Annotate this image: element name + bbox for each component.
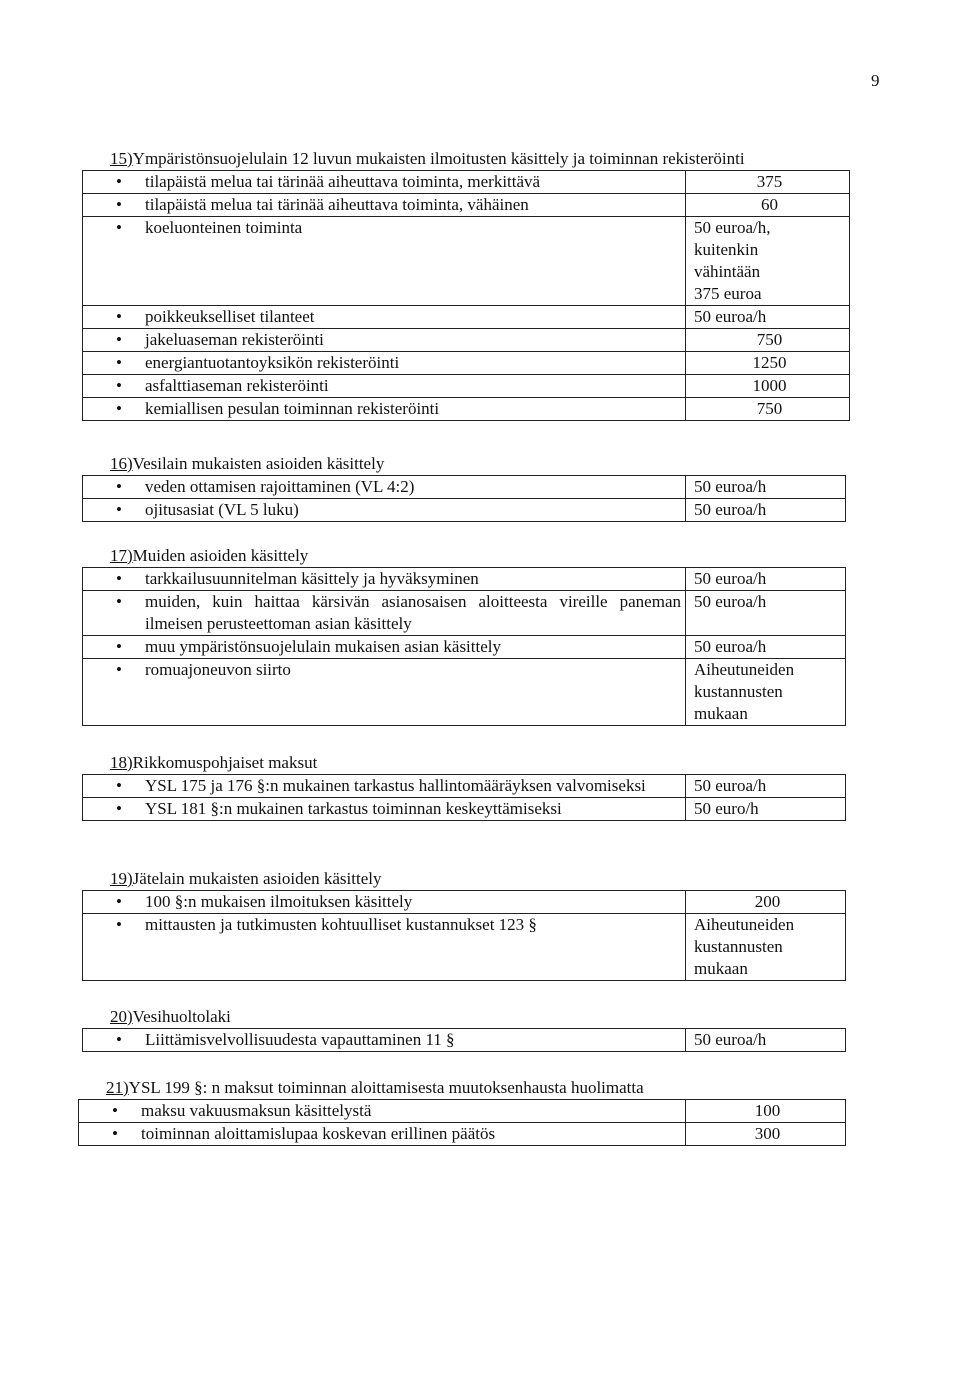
table-row [83, 306, 850, 329]
fee-label: • toiminnan aloittamislupaa koskevan erillinen päätös [79, 1123, 686, 1146]
fee-value [686, 217, 850, 306]
table-row [83, 798, 846, 821]
fee-label: • tilapäistä melua tai tärinää aiheuttava toiminta, vähäinen [83, 194, 686, 217]
section-heading [110, 752, 846, 774]
fee-label: • koeluonteinen toiminta [83, 217, 686, 306]
page-number: 9 [871, 71, 880, 90]
fee-table [78, 1099, 846, 1146]
section-21 [78, 1077, 846, 1146]
fee-label: • poikkeukselliset tilanteet [83, 306, 686, 329]
fee-value: 100 [686, 1100, 846, 1123]
table-row [83, 914, 846, 981]
fee-label: • asfalttiaseman rekisteröinti [83, 375, 686, 398]
fee-label: • veden ottamisen rajoittaminen (VL 4:2) [83, 476, 686, 499]
section-number: 20) [110, 1007, 133, 1026]
fee-value: 1000 [686, 375, 850, 398]
fee-label: • muu ympäristönsuojelulain mukaisen asian käsittely [83, 636, 686, 659]
section-15 [82, 148, 850, 421]
section-number: 17) [110, 546, 133, 565]
fee-value-line: kustannusten [694, 937, 783, 956]
fee-table [82, 890, 846, 981]
section-17 [82, 545, 846, 726]
fee-label: • tilapäistä melua tai tärinää aiheuttava toiminta, merkittävä [83, 171, 686, 194]
table-row [83, 636, 846, 659]
fee-value: 50 euroa/h [686, 499, 846, 522]
table-row [83, 476, 846, 499]
section-20 [82, 1006, 846, 1052]
fee-label: • YSL 175 ja 176 §:n mukainen tarkastus hallintomääräyksen valvomiseksi [83, 775, 686, 798]
section-heading [110, 453, 846, 475]
table-row [83, 1029, 846, 1052]
fee-value-line: Aiheutuneiden [694, 660, 795, 679]
fee-value-line: kuitenkin [694, 240, 759, 259]
fee-value: 375 [686, 171, 850, 194]
fee-value: 60 [686, 194, 850, 217]
section-title: Jätelain mukaisten asioiden käsittely [132, 869, 382, 888]
table-row [83, 499, 846, 522]
fee-value-line: Aiheutuneiden [694, 915, 795, 934]
fee-label: • 100 §:n mukaisen ilmoituksen käsittely [83, 891, 686, 914]
fee-value-line: 50 euroa/h, [694, 218, 771, 237]
fee-value: 50 euroa/h [686, 1029, 846, 1052]
fee-value-line: 375 euroa [694, 284, 762, 303]
section-heading [110, 868, 846, 890]
table-row [83, 375, 850, 398]
fee-value: 50 euroa/h [686, 775, 846, 798]
fee-table [82, 567, 846, 726]
fee-value: 50 euroa/h [686, 306, 850, 329]
section-18 [82, 752, 846, 821]
table-row [83, 591, 846, 636]
fee-value: 750 [686, 398, 850, 421]
section-16 [82, 453, 846, 522]
section-number: 19) [110, 869, 133, 888]
table-row [83, 329, 850, 352]
section-heading [106, 1077, 846, 1099]
fee-value: 1250 [686, 352, 850, 375]
table-row [83, 171, 850, 194]
section-title: Ympäristönsuojelulain 12 luvun mukaisten ilmoitusten käsittely ja toiminnan rekisteröinti [132, 149, 745, 168]
table-row [83, 352, 850, 375]
fee-value-line: mukaan [694, 959, 748, 978]
fee-label: • jakeluaseman rekisteröinti [83, 329, 686, 352]
section-title: Muiden asioiden käsittely [132, 546, 309, 565]
table-row [83, 194, 850, 217]
fee-value [686, 914, 846, 981]
fee-value-line: mukaan [694, 704, 748, 723]
section-title: Rikkomuspohjaiset maksut [132, 753, 318, 772]
fee-value: 50 euroa/h [686, 636, 846, 659]
section-heading [110, 148, 850, 170]
fee-label: • maksu vakuusmaksun käsittelystä [79, 1100, 686, 1123]
fee-value-line: vähintään [694, 262, 761, 281]
fee-value: 50 euroa/h [686, 568, 846, 591]
fee-table [82, 1028, 846, 1052]
table-row [83, 217, 850, 306]
fee-label: • muiden, kuin haittaa kärsivän asianosaisen aloitteesta vireille paneman ilmeisen perusteettoman asian käsittely [83, 591, 686, 636]
fee-value [686, 659, 846, 726]
section-number: 21) [106, 1078, 129, 1097]
table-row [83, 398, 850, 421]
fee-label: • energiantuotantoyksikön rekisteröinti [83, 352, 686, 375]
fee-table [82, 170, 850, 421]
fee-table [82, 774, 846, 821]
fee-label: • tarkkailusuunnitelman käsittely ja hyväksyminen [83, 568, 686, 591]
section-number: 18) [110, 753, 133, 772]
fee-label: • Liittämisvelvollisuudesta vapauttaminen 11 § [83, 1029, 686, 1052]
fee-value: 50 euroa/h [686, 476, 846, 499]
fee-value: 200 [686, 891, 846, 914]
section-title: Vesihuoltolaki [132, 1007, 231, 1026]
section-heading [110, 1006, 846, 1028]
fee-label: • kemiallisen pesulan toiminnan rekisteröinti [83, 398, 686, 421]
table-row [79, 1100, 846, 1123]
section-number: 16) [110, 454, 133, 473]
table-row [79, 1123, 846, 1146]
fee-label: • romuajoneuvon siirto [83, 659, 686, 726]
fee-label: • ojitusasiat (VL 5 luku) [83, 499, 686, 522]
table-row [83, 775, 846, 798]
section-heading [110, 545, 846, 567]
fee-table [82, 475, 846, 522]
fee-value: 300 [686, 1123, 846, 1146]
fee-value: 50 euro/h [686, 798, 846, 821]
fee-value: 750 [686, 329, 850, 352]
section-title: YSL 199 §: n maksut toiminnan aloittamisesta muutoksenhausta huolimatta [128, 1078, 644, 1097]
fee-value: 50 euroa/h [686, 591, 846, 636]
fee-value-line: kustannusten [694, 682, 783, 701]
table-row [83, 891, 846, 914]
section-number: 15) [110, 149, 133, 168]
fee-label: • mittausten ja tutkimusten kohtuulliset kustannukset 123 § [83, 914, 686, 981]
section-title: Vesilain mukaisten asioiden käsittely [132, 454, 385, 473]
table-row [83, 659, 846, 726]
fee-label: • YSL 181 §:n mukainen tarkastus toiminnan keskeyttämiseksi [83, 798, 686, 821]
table-row [83, 568, 846, 591]
section-19 [82, 868, 846, 981]
